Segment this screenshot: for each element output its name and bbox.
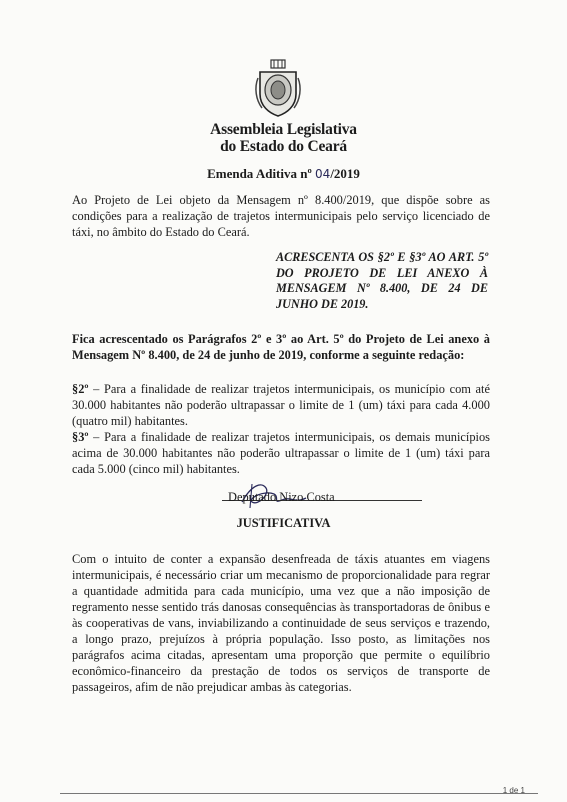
intro-paragraph: Ao Projeto de Lei objeto da Mensagem nº 8.400/2019, que dispõe sobre as condições para a realização de trajetos intermunicipais pelo serviço licenciado de táxi, no âmbito do Estado do Ceará. [72,193,490,239]
signatory-name: Deputado Nizo Costa [228,490,335,504]
paragraph-2-label: §2º [72,382,89,396]
footer-line [60,793,538,794]
amendment-title-prefix: Emenda Aditiva nº [207,166,312,181]
page-number: 1 de 1 [502,786,525,795]
state-coat-of-arms-icon [254,58,302,118]
paragraph-3-text: – Para a finalidade de realizar trajetos intermunicipais, os demais municípios acima de 30.000 habitantes não poderão ultrapassar o limite de 1 (um) táxi para cada 5.000 (cinco mil) habitantes. [72,430,490,476]
paragraph-3 [72,429,490,477]
paragraph-3-label: §3º [72,430,89,444]
paragraph-2-text: – Para a finalidade de realizar trajetos intermunicipais, os município com até 30.000 habitantes não poderão ultrapassar o limite de 1 (um) táxi para cada 4.000 (quatro mil) habitantes. [72,382,490,428]
ementa-text: ACRESCENTA OS §2º E §3º AO ART. 5º DO PROJETO DE LEI ANEXO À MENSAGEM Nº 8.400, DE 24 DE JUNHO DE 2019. [276,250,488,311]
article-intro-paragraph: Fica acrescentado os Parágrafos 2º e 3º ao Art. 5º do Projeto de Lei anexo à Mensagem Nº 8.400, de 24 de junho de 2019, conforme a seguinte redação: [72,332,490,362]
amendment-title [0,166,567,182]
paragraph-2 [72,381,490,429]
amendment-number-handwritten: 04 [315,167,331,181]
institution-name-line2: do Estado do Ceará [220,138,347,155]
justification-heading: JUSTIFICATIVA [236,516,331,530]
justification-text: Com o intuito de conter a expansão desenfreada de táxis atuantes em viagens intermunicipais, é necessário criar um mecanismo de proporcionalidade para regrar a quantidade admitida para cada município, uma vez que a não imposição de regramento nesse sentido trás danosas consequências às transportadoras de ônibus e às cooperativas de vans, inviabilizando a continuidade de seus serviços e trazendo, a longo prazo, prejuízos à própria população. Isso posto, as limitações nos parágrafos acima citadas, apresentam uma proporção que permite o equilíbrio econômico-financeiro da prestação de todos os serviços de transporte de passageiros, afim de não prejudicar ambas às categorias. [72,552,490,694]
institution-name-line1: Assembleia Legislativa [210,121,357,138]
amendment-title-suffix: /2019 [330,166,360,181]
